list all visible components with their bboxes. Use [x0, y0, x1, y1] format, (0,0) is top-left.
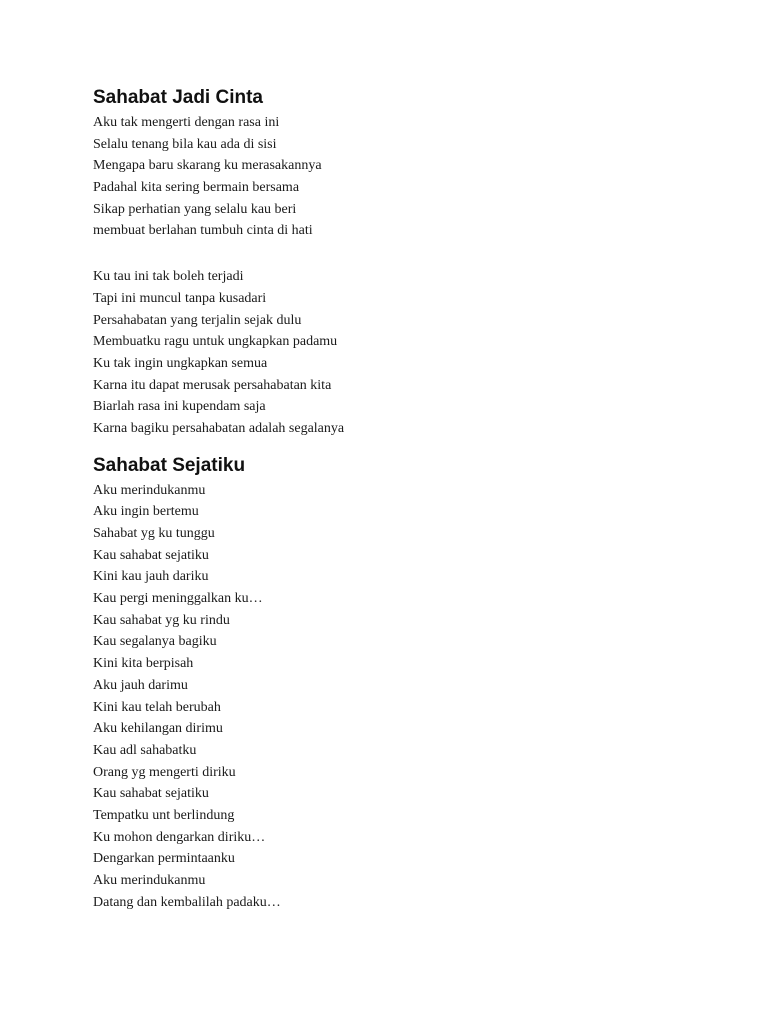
stanza-spacer: [93, 242, 713, 266]
poem-line: Tempatku unt berlindung: [93, 807, 235, 823]
poem-line: Aku kehilangan dirimu: [93, 721, 223, 737]
poem-line: Kau sahabat sejatiku: [93, 786, 209, 802]
poem-line: Persahabatan yang terjalin sejak dulu: [93, 312, 302, 328]
poem-line: Kini kau jauh dariku: [93, 569, 209, 585]
poem-section: [93, 454, 713, 914]
poem-line: Selalu tenang bila kau ada di sisi: [93, 136, 277, 152]
poem-line: Kau segalanya bagiku: [93, 634, 217, 650]
poem-line: Sikap perhatian yang selalu kau beri: [93, 201, 297, 217]
poem-line: Kini kau telah berubah: [93, 699, 221, 715]
poem-title: Sahabat Jadi Cinta: [93, 87, 263, 108]
poem-line: Ku tak ingin ungkapkan semua: [93, 355, 268, 371]
poem-line: Aku tak mengerti dengan rasa ini: [93, 115, 280, 130]
poem-title: Sahabat Sejatiku: [93, 454, 246, 476]
poem-line: Mengapa baru skarang ku merasakannya: [93, 158, 322, 174]
poem-line: Kau pergi meninggalkan ku…: [93, 591, 263, 607]
poem-line: Biarlah rasa ini kupendam saja: [93, 399, 266, 415]
document-content: [93, 86, 713, 913]
poem-line: Tapi ini muncul tanpa kusadari: [93, 290, 267, 306]
poem-stanza: [93, 480, 713, 914]
poem-line: membuat berlahan tumbuh cinta di hati: [93, 223, 313, 239]
poem-line: Padahal kita sering bermain bersama: [93, 180, 300, 196]
poem-line: Membuatku ragu untuk ungkapkan padamu: [93, 334, 338, 350]
poem-line: Ku mohon dengarkan diriku…: [93, 829, 266, 845]
poem-line: Sahabat yg ku tunggu: [93, 526, 215, 541]
poem-line: Kini kita berpisah: [93, 656, 194, 672]
poem-line: Karna itu dapat merusak persahabatan kita: [93, 377, 332, 393]
poem-line: Kau adl sahabatku: [93, 742, 197, 758]
poem-line: Kau sahabat sejatiku: [93, 547, 209, 563]
poem-line: Dengarkan permintaanku: [93, 851, 235, 867]
poem-section: [93, 86, 713, 440]
poem-line: Karna bagiku persahabatan adalah segalanya: [93, 420, 345, 436]
poem-line: Aku jauh darimu: [93, 677, 188, 693]
poem-line: Ku tau ini tak boleh terjadi: [93, 269, 244, 285]
poem-line: Kau sahabat yg ku rindu: [93, 612, 230, 628]
poem-stanza: [93, 112, 713, 242]
poem-line: Aku merindukanmu: [93, 873, 206, 888]
poem-line: Aku ingin bertemu: [93, 504, 199, 520]
poem-stanza: [93, 266, 713, 440]
poem-line: Orang yg mengerti diriku: [93, 764, 236, 780]
poem-line: Aku merindukanmu: [93, 482, 206, 498]
section-spacer: [93, 440, 713, 454]
poem-line: Datang dan kembalilah padaku…: [93, 894, 281, 910]
